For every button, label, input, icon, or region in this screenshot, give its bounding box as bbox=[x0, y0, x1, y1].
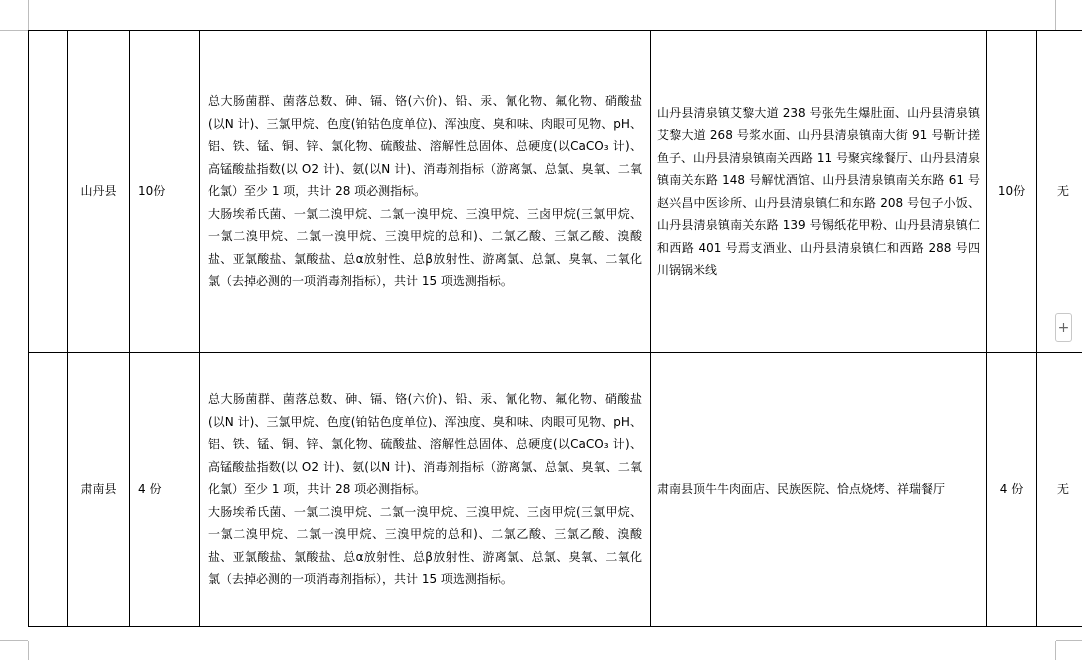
qualified-count-cell[interactable]: 4 份 bbox=[987, 353, 1037, 627]
table-row bbox=[29, 353, 1082, 627]
sample-count-cell[interactable]: 4 份 bbox=[130, 353, 200, 627]
crop-mark-top-right bbox=[1055, 0, 1056, 30]
index-cell[interactable] bbox=[29, 31, 68, 353]
add-row-button[interactable] bbox=[1055, 313, 1072, 342]
crop-mark-bottom-right bbox=[1056, 640, 1082, 641]
sample-count-cell[interactable]: 10份 bbox=[130, 31, 200, 353]
selected-items-text: 大肠埃希氏菌、一氯二溴甲烷、二氯一溴甲烷、三溴甲烷、三卤甲烷(三氯甲烷、一氯二溴甲烷、二氯一溴甲烷、三溴甲烷的总和)、二氯乙酸、三氯乙酸、溴酸盐、亚氯酸盐、氯酸盐、总α放射性、总β放射性、游离氯、总氯、臭氧、二氧化氯（去掉必测的一项消毒剂指标），共计 15 项选测指标。 bbox=[208, 206, 642, 289]
result-cell[interactable]: 无 bbox=[1037, 353, 1082, 627]
required-items-text: 总大肠菌群、菌落总数、砷、镉、铬(六价)、铅、汞、氰化物、氟化物、硝酸盐(以N 计)、三氯甲烷、色度(铂钴色度单位)、浑浊度、臭和味、肉眼可见物、pH、铝、铁、锰、铜、锌、氯化物、硫酸盐、溶解性总固体、总硬度(以CaCO₃ 计)、高锰酸盐指数(以 O2 计)、氨(以N 计)、消毒剂指标（游离氯、总氯、臭氧、二氧化氯）至少 1 项，共计 28 项必测指标。 bbox=[208, 392, 642, 497]
qualified-count-cell[interactable]: 10份 bbox=[987, 31, 1037, 353]
sampling-sites-cell[interactable]: 肃南县顶牛牛肉面店、民族医院、恰点烧烤、祥瑞餐厅 bbox=[651, 353, 987, 627]
index-cell[interactable] bbox=[29, 353, 68, 627]
sampling-sites-cell[interactable]: 山丹县清泉镇艾黎大道 238 号张先生爆肚面、山丹县清泉镇艾黎大道 268 号浆水面、山丹县清泉镇南大街 91 号靳计搓鱼子、山丹县清泉镇南关西路 11 号聚宾缘餐厅、山丹县清泉镇南关东路 148 号解忧酒馆、山丹县清泉镇南关东路 61 号赵兴昌中医诊所、山丹县清泉镇仁和东路 208 号包子小饭、 山丹县清泉镇南关东路 139 号锡纸花甲粉、山丹县清泉镇仁和西路 401 号焉支酒业、山丹县清泉镇仁和西路 288 号四川锅锅米线 bbox=[651, 31, 987, 353]
crop-mark-bottom-right bbox=[1055, 641, 1056, 660]
table-row bbox=[29, 31, 1082, 353]
selected-items-text: 大肠埃希氏菌、一氯二溴甲烷、二氯一溴甲烷、三溴甲烷、三卤甲烷(三氯甲烷、一氯二溴甲烷、二氯一溴甲烷、三溴甲烷的总和)、二氯乙酸、三氯乙酸、溴酸盐、亚氯酸盐、氯酸盐、总α放射性、总β放射性、游离氯、总氯、臭氧、二氧化氯（去掉必测的一项消毒剂指标），共计 15 项选测指标。 bbox=[208, 504, 642, 587]
test-items-cell[interactable] bbox=[200, 31, 651, 353]
test-items-cell[interactable] bbox=[200, 353, 651, 627]
required-items-text: 总大肠菌群、菌落总数、砷、镉、铬(六价)、铅、汞、氰化物、氟化物、硝酸盐(以N 计)、三氯甲烷、色度(铂钴色度单位)、浑浊度、臭和味、肉眼可见物、pH、铝、铁、锰、铜、锌、氯化物、硫酸盐、溶解性总固体、总硬度(以CaCO₃ 计)、高锰酸盐指数(以 O2 计)、氨(以N 计)、消毒剂指标（游离氯、总氯、臭氧、二氧化氯）至少 1 项，共计 28 项必测指标。 bbox=[208, 94, 642, 199]
county-cell[interactable]: 山丹县 bbox=[68, 31, 130, 353]
plus-icon: + bbox=[1057, 319, 1070, 336]
result-cell[interactable]: 无 bbox=[1037, 31, 1082, 353]
crop-mark-bottom-left bbox=[28, 641, 29, 660]
sampling-table bbox=[28, 30, 1082, 627]
crop-mark-bottom-left bbox=[0, 640, 28, 641]
crop-mark-top-left bbox=[0, 30, 28, 31]
county-cell[interactable]: 肃南县 bbox=[68, 353, 130, 627]
crop-mark-top-left bbox=[28, 0, 29, 30]
